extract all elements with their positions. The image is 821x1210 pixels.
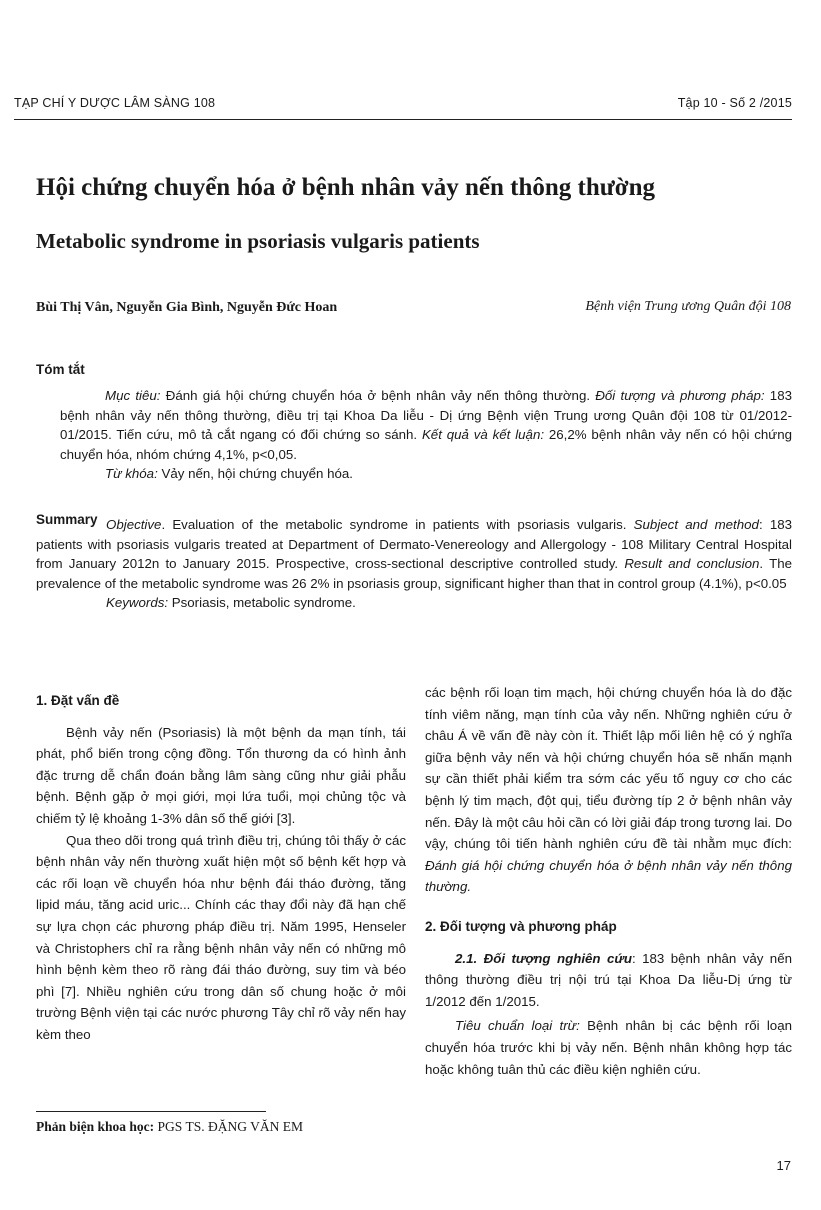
abstract-vi-body	[60, 386, 792, 484]
journal-name: TẠP CHÍ Y DƯỢC LÂM SÀNG 108	[14, 96, 216, 110]
right-paragraph-1-text: các bệnh rối loạn tim mạch, hội chứng chuyển hóa là do đặc tính viêm năng, mạn tính của vảy nến. Những nghiên cứu ở châu Á về vấn đề này còn ít. Thiết lập mối liên hệ có ý nghĩa giữa bệnh vảy nến và hội chứng chuyển hóa sẽ nhấn mạnh sự cần thiết phải kiểm tra sớm các yếu tố nguy cơ cho các bệnh lý tim mạch, đột quị, tiểu đường típ 2 ở bệnh nhân vảy nến. Đây là một câu hỏi cần có lời giải đáp trong tương lai. Do vậy, chúng tôi tiến hành nghiên cứu đề tài nhằm mục đích:	[425, 685, 792, 852]
result-text: 26,2% bệnh nhân vảy nến có hội chứng chuyển hóa, nhóm chứng 4,1%, p<0,05.	[60, 427, 792, 462]
header-divider	[14, 119, 792, 120]
affiliation: Bệnh viện Trung ương Quân đội 108	[585, 299, 791, 314]
subsection-2-1-label: 2.1. Đối tượng nghiên cứu	[455, 950, 632, 966]
left-column	[36, 690, 406, 1046]
section-1-heading: 1. Đặt vấn đề	[36, 693, 120, 708]
article-title-vietnamese: Hội chứng chuyển hóa ở bệnh nhân vảy nến thông thường	[36, 174, 655, 201]
abstract-vi-heading: Tóm tắt	[36, 362, 85, 377]
article-title-english: Metabolic syndrome in psoriasis vulgaris patients	[36, 229, 480, 253]
objective-label: Mục tiêu:	[105, 388, 161, 403]
method-label-en: Subject and method	[633, 517, 759, 532]
result-label: Kết quả và kết luận:	[421, 427, 545, 442]
abstract-vi-paragraph	[60, 386, 792, 464]
footnote-divider	[36, 1111, 266, 1112]
keywords-text-en: Psoriasis, metabolic syndrome.	[168, 595, 356, 610]
reviewer-name: PGS TS. ĐẶNG VĂN EM	[154, 1119, 303, 1134]
keywords-en	[36, 593, 792, 613]
subsection-2-1	[425, 948, 792, 1013]
running-header	[14, 96, 792, 110]
keywords-vi	[60, 464, 792, 484]
summary-body	[36, 515, 792, 613]
right-paragraph-1	[425, 682, 792, 898]
objective-text-en: . Evaluation of the metabolic syndrome in patients with psoriasis vulgaris.	[161, 517, 634, 532]
subsection-2-1-text: : 183 bệnh nhân vảy nến thông thường điều trị nội trú tại Khoa Da liễu-Dị ứng từ 1/2012 đến 1/2015.	[425, 950, 792, 1009]
result-text-en: . The prevalence of the metabolic syndrome was 26 2% in psoriasis group, significant higher than that in control group (4.1%), p<0.05	[36, 556, 792, 591]
study-aim: Đánh giá hội chứng chuyển hóa ở bệnh nhân vảy nến thông thường.	[425, 857, 792, 895]
section-2-heading: 2. Đối tượng và phương pháp	[425, 918, 617, 934]
left-paragraph-1: Bệnh vảy nến (Psoriasis) là một bệnh da mạn tính, tái phát, phổ biến trong cộng đồng. Tổn thương da có hình ảnh đặc trưng dễ chẩn đoán bằng lâm sàng cũng như giải phẫu bệnh. Bệnh gặp ở mọi giới, mọi lứa tuổi, mọi chủng tộc và chiếm tỷ lệ khoảng 1-3% dân số thế giới [3].	[36, 724, 406, 826]
page-number: 17	[776, 1158, 791, 1173]
objective-text: Đánh giá hội chứng chuyển hóa ở bệnh nhân vảy nến thông thường.	[160, 388, 596, 403]
footnote	[36, 1119, 303, 1135]
keywords-label: Từ khóa:	[105, 466, 158, 481]
exclusion-criteria	[425, 1015, 792, 1080]
method-label: Đối tượng và phương pháp:	[595, 388, 765, 403]
method-text: 183 bệnh nhân vảy nến thông thường, điều trị tại Khoa Da liễu - Dị ứng Bệnh viện Trung ương Quân đội 108 từ 01/2012-01/2015. Tiến cứu, mô tả cắt ngang có đối chứng so sánh.	[60, 388, 792, 442]
issue-info: Tập 10 - Số 2 /2015	[677, 96, 792, 110]
method-text-en: : 183 patients with psoriasis vulgaris treated at Department of Dermato-Venereology and Allergology - 108 Military Central Hospital from January 2012n to January 2015. Prospective, cross-sectional descriptive controlled study.	[36, 517, 793, 571]
right-column	[425, 682, 792, 1080]
authors: Bùi Thị Vân, Nguyễn Gia Bình, Nguyễn Đức Hoan	[36, 300, 338, 315]
keywords-text: Vảy nến, hội chứng chuyển hóa.	[157, 466, 353, 481]
exclusion-text: Bệnh nhân bị các bệnh rối loạn chuyển hóa trước khi bị vảy nến. Bệnh nhân không hợp tác hoặc không tuân thủ các điều kiện nghiên cứu.	[425, 1018, 792, 1077]
reviewer-label: Phản biện khoa học:	[36, 1119, 155, 1134]
keywords-label-en: Keywords:	[106, 595, 169, 610]
summary-paragraph	[36, 515, 792, 593]
result-label-en: Result and conclusion	[624, 556, 760, 571]
summary-heading: Summary	[36, 512, 98, 527]
left-paragraph-2: Qua theo dõi trong quá trình điều trị, chúng tôi thấy ở các bệnh nhân vảy nến thường xuất hiện một số bệnh kết hợp và các rối loạn về chuyển hóa như bệnh đái tháo đường, tăng lipid máu, tăng acid uric... Chính các thay đổi này đã hạn chế sự lựa chọn các phương pháp điều trị. Năm 1995, Henseler và Christophers chỉ ra rằng bệnh nhân vảy nến có những mô hình bệnh kèm theo rõ ràng đái tháo đường, suy tim và béo phì [7]. Nhiều nghiên cứu trong dân số chung hoặc ở môi trường Bệnh viện tại các nước phương Tây chỉ rõ vảy nến hay kèm theo	[36, 832, 406, 1042]
objective-label-en: Objective	[106, 517, 162, 532]
exclusion-label: Tiêu chuẩn loại trừ:	[455, 1018, 580, 1034]
